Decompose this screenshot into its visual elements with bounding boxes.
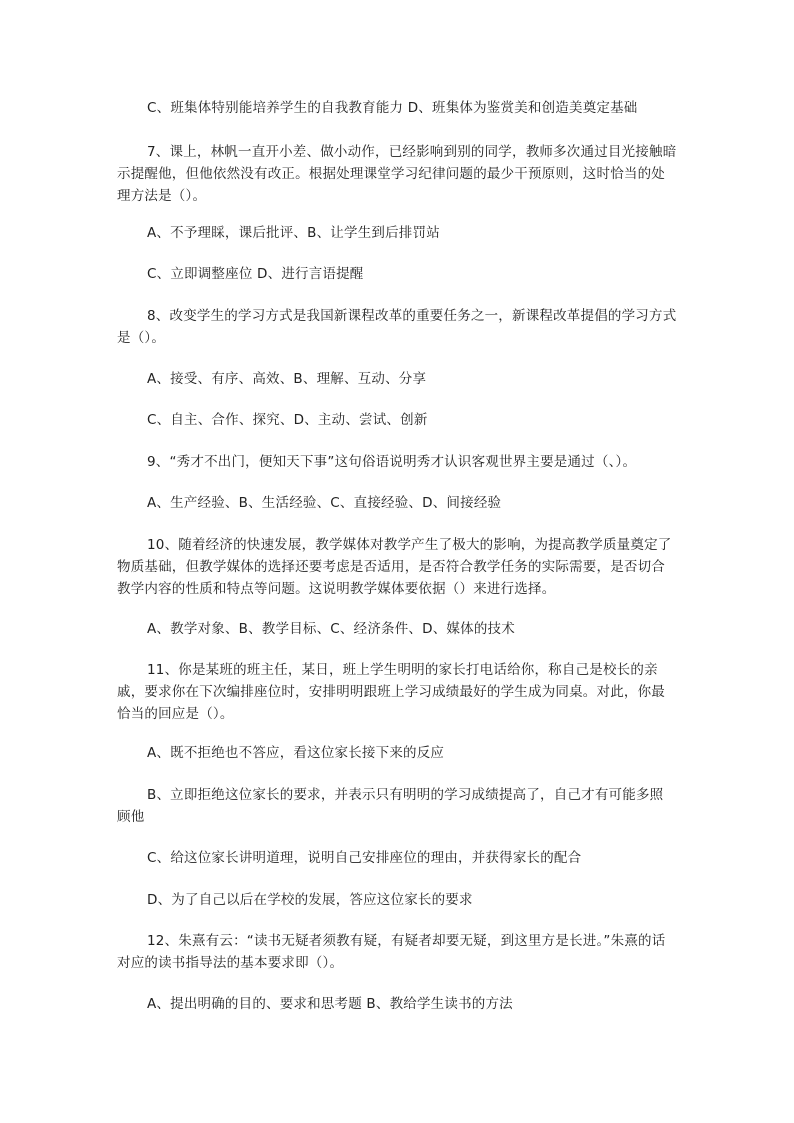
question-8: 8、改变学生的学习方式是我国新课程改革的重要任务之一，新课程改革提倡的学习方式是（）。 [117,308,677,346]
option-line-c-d-q7: C、立即调整座位 D、进行言语提醒 [147,266,364,282]
question-7: 7、课上，林帆一直开小差、做小动作，已经影响到别的同学，教师多次通过目光接触暗示提醒他，但他依然没有改正。根据处理课堂学习纪律问题的最少干预原则，这时恰当的处理方法是（）。 [117,144,677,204]
question-10: 10、随着经济的快速发展，教学媒体对教学产生了极大的影响，为提高教学质量奠定了物质基础，但教学媒体的选择还要考虑是否适用，是否符合教学任务的实际需要，是否切合教学内容的性质和特点等问题。这说明教学媒体要依据（）来进行选择。 [117,537,672,597]
option-d-q11: D、为了自己以后在学校的发展，答应这位家长的要求 [147,892,473,908]
option-line-a-b-q7: A、不予理睬，课后批评、B、让学生到后排罚站 [147,225,440,241]
option-b-q11: B、立即拒绝这位家长的要求，并表示只有明明的学习成绩提高了，自己才有可能多照顾他 [117,787,664,825]
option-line-a-b-q8: A、接受、有序、高效、B、理解、互动、分享 [147,371,427,387]
option-line-c-d-q8: C、自主、合作、探究、D、主动、尝试、创新 [147,412,428,428]
option-line-a-b-q12: A、提出明确的目的、要求和思考题 B、教给学生读书的方法 [147,996,513,1012]
option-a-q11: A、既不拒绝也不答应，看这位家长接下来的反应 [147,745,445,761]
option-c-q11: C、给这位家长讲明道理，说明自己安排座位的理由，并获得家长的配合 [147,850,582,866]
option-line-q9: A、生产经验、B、生活经验、C、直接经验、D、间接经验 [147,495,502,511]
option-line-q10: A、教学对象、B、教学目标、C、经济条件、D、媒体的技术 [147,621,515,637]
question-12: 12、朱熹有云：“读书无疑者须教有疑，有疑者却要无疑，到这里方是长进。”朱熹的话对应的读书指导法的基本要求即（）。 [117,933,666,971]
option-line-c-d-q6: C、班集体特别能培养学生的自我教育能力 D、班集体为鉴赏美和创造美奠定基础 [147,100,638,116]
question-11: 11、你是某班的班主任，某日，班上学生明明的家长打电话给你，称自己是校长的亲戚，要求你在下次编排座位时，安排明明跟班上学习成绩最好的学生成为同桌。对此，你最恰当的回应是（）。 [117,662,665,722]
question-9: 9、“秀才不出门，便知天下事”这句俗语说明秀才认识客观世界主要是通过（、）。 [147,454,637,470]
